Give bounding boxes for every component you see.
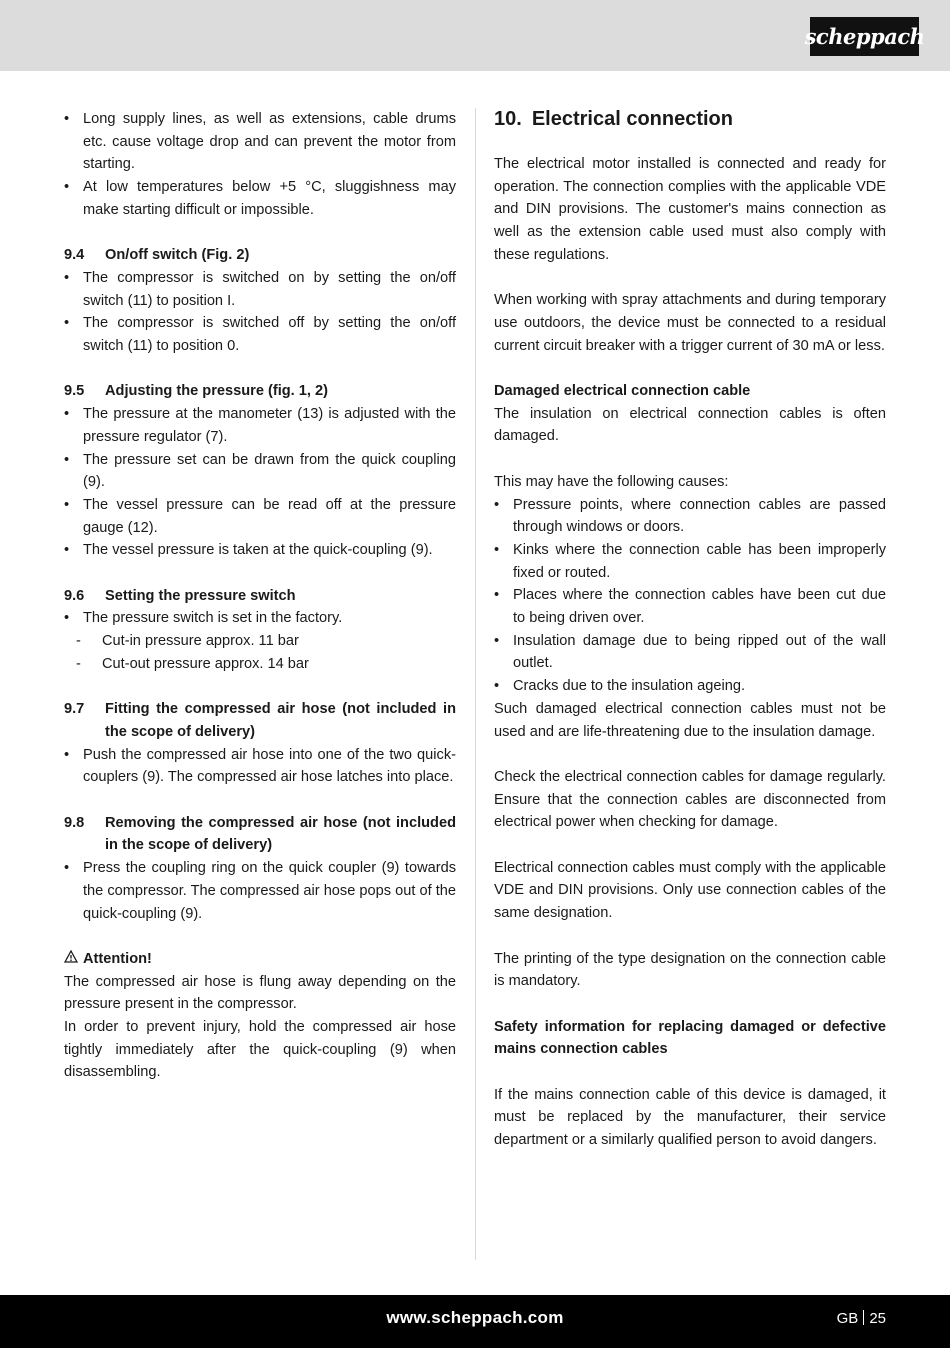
list-item: • Long supply lines, as well as extensions, cable drums etc. cause voltage drop and can prevent the motor from starting. <box>64 108 456 176</box>
list-item: • Places where the connection cables have been cut due to being driven over. <box>494 584 886 629</box>
paragraph: Check the electrical connection cables for damage regularly. Ensure that the connection cables are disconnected from electrical power when checking for damage. <box>494 768 886 831</box>
section-heading-9-6: 9.6 Setting the pressure switch <box>64 587 296 604</box>
list-item: • Pressure points, where connection cables are passed through windows or doors. <box>494 494 886 539</box>
list-item: • Press the coupling ring on the quick coupler (9) towards the compressor. The compressed air hose pops out of the quick-coupling (9). <box>64 857 456 925</box>
list-item: • The pressure set can be drawn from the quick coupling (9). <box>64 449 456 494</box>
brand-logo: scheppach <box>810 17 919 56</box>
section-title-10: 10. Electrical connection <box>494 108 733 130</box>
column-divider <box>475 108 476 1260</box>
attention-heading: Attention! <box>64 948 456 971</box>
paragraph: Such damaged electrical connection cables must not be used and are life-threatening due to the insulation damage. <box>494 700 886 740</box>
list-item: • The compressor is switched on by setting the on/off switch (11) to position I. <box>64 267 456 312</box>
paragraph: This may have the following causes: <box>494 473 729 490</box>
dash-item: - Cut-in pressure approx. 11 bar <box>64 630 456 653</box>
website-link[interactable]: www.scheppach.com <box>386 1308 564 1327</box>
paragraph: When working with spray attachments and during temporary use outdoors, the device must be connected to a residual current circuit breaker with a trigger current of 30 mA or less. <box>494 292 886 354</box>
list-item: • The vessel pressure is taken at the quick-coupling (9). <box>64 539 456 562</box>
dash-item: - Cut-out pressure approx. 14 bar <box>64 653 456 676</box>
list-item: • Kinks where the connection cable has been improperly fixed or routed. <box>494 539 886 584</box>
right-column <box>494 106 886 1152</box>
warning-triangle-icon <box>64 948 78 971</box>
list-item: • The pressure switch is set in the factory. <box>64 607 456 630</box>
paragraph: The printing of the type designation on the connection cable is mandatory. <box>494 950 886 990</box>
paragraph: The insulation on electrical connection cables is often damaged. <box>494 405 886 445</box>
left-column <box>64 108 456 1084</box>
list-item: • The vessel pressure can be read off at the pressure gauge (12). <box>64 494 456 539</box>
section-heading-9-8: 9.8 Removing the compressed air hose (not included in the scope of delivery) <box>64 814 456 854</box>
paragraph: The electrical motor installed is connected and ready for operation. The connection complies with the applicable VDE and DIN provisions. The customer's mains connection as well as the extension cable used must also comply with these regulations. <box>494 156 886 263</box>
list-item: • The pressure at the manometer (13) is adjusted with the pressure regulator (7). <box>64 403 456 448</box>
footer-bar <box>0 1295 950 1348</box>
list-item: • Cracks due to the insulation ageing. <box>494 675 886 698</box>
list-item: • Insulation damage due to being ripped out of the wall outlet. <box>494 630 886 675</box>
subheading-damaged-cable: Damaged electrical connection cable <box>494 383 751 399</box>
section-heading-9-4: 9.4 On/off switch (Fig. 2) <box>64 247 250 264</box>
attention-text: In order to prevent injury, hold the compressed air hose tightly immediately after the quick-coupling (9) when disassembling. <box>64 1019 456 1081</box>
list-item: • Push the compressed air hose into one of the two quick-couplers (9). The compressed air hose latches into place. <box>64 744 456 789</box>
section-heading-9-5: 9.5 Adjusting the pressure (fig. 1, 2) <box>64 383 328 400</box>
header-bar <box>0 0 950 71</box>
list-item: • The compressor is switched off by setting the on/off switch (11) to position 0. <box>64 312 456 357</box>
page-number: GB 25 <box>836 1310 886 1327</box>
section-heading-9-7: 9.7 Fitting the compressed air hose (not included in the scope of delivery) <box>64 701 456 740</box>
subheading-safety-info: Safety information for replacing damaged or defective mains connection cables <box>494 1018 886 1058</box>
paragraph: If the mains connection cable of this device is damaged, it must be replaced by the manufacturer, their service department or a similarly qualified person to avoid dangers. <box>494 1086 886 1149</box>
list-item: • At low temperatures below +5 °C, sluggishness may make starting difficult or impossible. <box>64 176 456 221</box>
paragraph: Electrical connection cables must comply with the applicable VDE and DIN provisions. Only use connection cables of the same designation. <box>494 859 886 922</box>
attention-text: The compressed air hose is flung away depending on the pressure present in the compressor. <box>64 973 456 1013</box>
